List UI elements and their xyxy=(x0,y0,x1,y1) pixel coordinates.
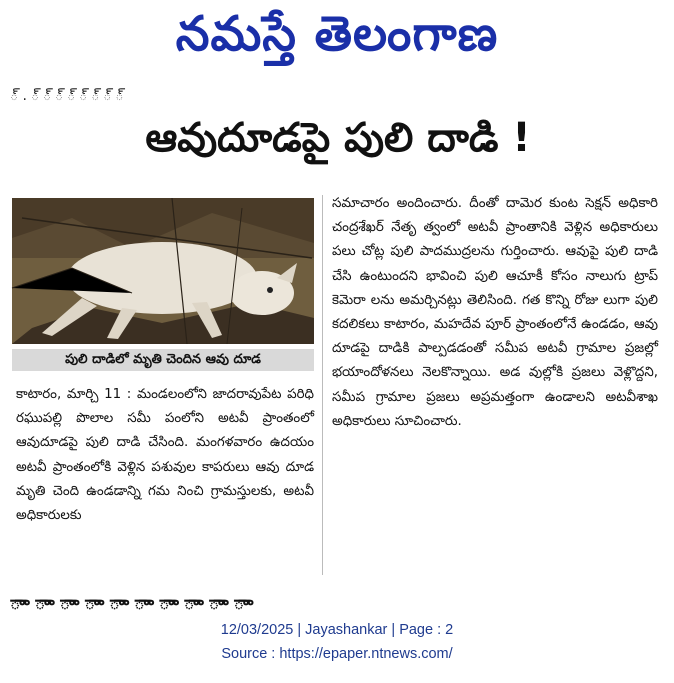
calf-photo-image xyxy=(12,198,314,344)
masthead xyxy=(0,0,674,86)
column-divider xyxy=(322,195,323,575)
article-body-left-column: కాటారం, మార్చి 11 : మండలంలోని జాదరావుపేట పరిధి రఘుపల్లి పొలాల సమీ పంలోని అటవీ ప్రాంతంలో ఆవుదూడపై పులి దాడి చేసింది. మంగళవారం ఉదయం అటవీ ప్రాంతంలోకి వెళ్లిన పశువుల కాపరులు ఆవు దూడ మృతి చెంది ఉండడాన్ని గమ నించి గ్రామస్తులకు, అటవీ అధికారులకు xyxy=(16,387,314,524)
article-clipping xyxy=(10,88,666,614)
photo-caption: పులి దాడిలో మృతి చెందిన ఆవు దూడ xyxy=(12,349,314,371)
cut-previous-article: ్ . ్ ్ ్ ్ ్ ్ ్ ్ xyxy=(10,88,124,104)
article-headline: ఆవుదూడపై పులి దాడి ! xyxy=(145,115,531,161)
article-photo xyxy=(12,198,314,344)
article-body-right-column: సమాచారం అందించారు. దీంతో దామెర కుంట సెక్షన్ అధికారి చంద్రశేఖర్ నేతృ త్వంలో అటవీ ప్రాంతానికి వెళ్లిన అధికారులు పలు చోట్ల పులి పాదముద్రలను గుర్తించారు. ఆవుపై పులి దాడి చేసి ఉంటుందని భావించి పులి ఆచూకీ కోసం నాలుగు ట్రాప్ కెమెరా లను అమర్చినట్లు తెలిసింది. గత కొన్ని రోజు లుగా పులి కదలికలు కాటారం, మహదేవ పూర్ ప్రాంతంలోనే ఉండడం, ఆవు దూడపై దాడికి పాల్పడడంతో సమీప అటవీ గ్రామాల ప్రజల్లో భయాందోళనలు నెలకొన్నాయి. అడ వుల్లోకి ప్రజలు వెళ్లొద్దని, సమీప గ్రామాల ప్రజలు అప్రమత్తంగా ఉండాలని అటవీశాఖ అధికారులు సూచించారు. xyxy=(332,196,658,429)
newspaper-logo: నమస్తే తెలంగాణ xyxy=(175,6,499,62)
edition-info: 12/03/2025 | Jayashankar | Page : 2 xyxy=(220,622,454,638)
source-link[interactable]: Source : https://epaper.ntnews.com/ xyxy=(221,646,453,662)
cut-next-article: ాా ాా ాా ాా ాా ాా ాా ాా ాా ాా xyxy=(10,593,254,614)
